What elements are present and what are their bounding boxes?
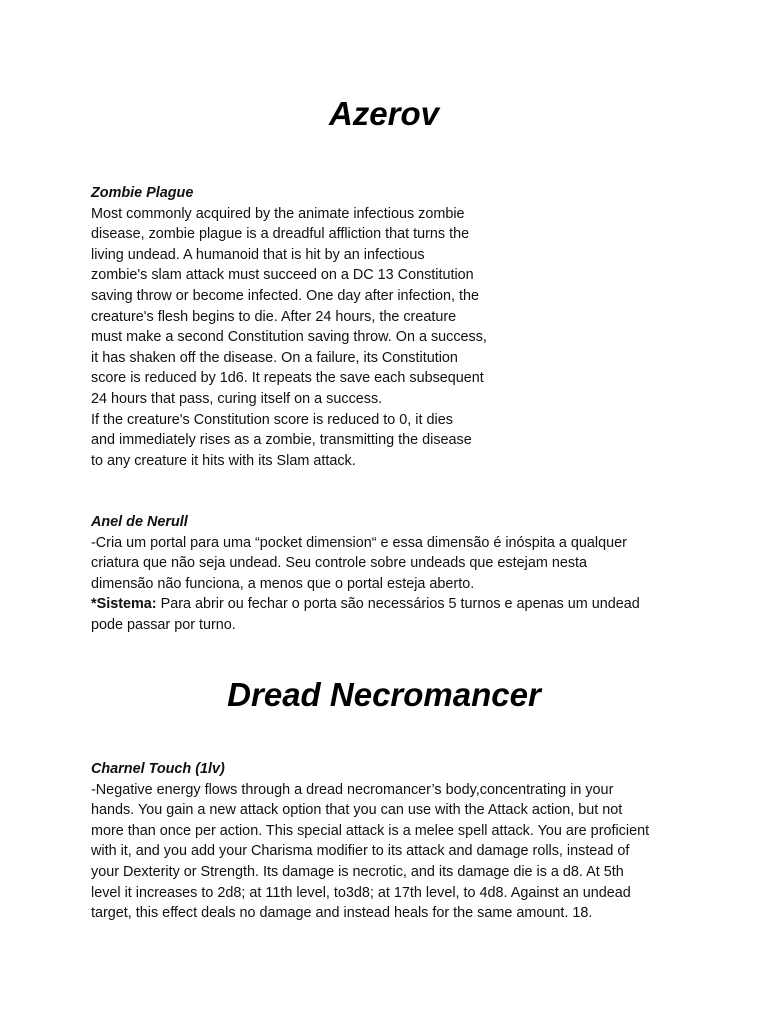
section-title-charnel-touch: Charnel Touch (1lv) <box>91 761 225 777</box>
paragraph-line: disease, zombie plague is a dreadful affliction that turns the <box>91 226 470 243</box>
paragraph-line: your Dexterity or Strength. Its damage is necrotic, and its damage die is a d8. At 5th <box>91 863 624 880</box>
paragraph-line: Most commonly acquired by the animate infectious zombie <box>91 205 465 222</box>
heading-dread-necromancer: Dread Necromancer <box>227 676 541 713</box>
paragraph-line: to any creature it hits with its Slam attack. <box>91 452 356 469</box>
paragraph-line: zombie's slam attack must succeed on a DC 13 Constitution <box>91 267 474 284</box>
section-anel-de-nerull <box>91 512 640 636</box>
paragraph-line: If the creature's Constitution score is reduced to 0, it dies <box>91 411 453 428</box>
paragraph-line: saving throw or become infected. One day after infection, the <box>91 287 479 304</box>
section-charnel-touch <box>91 759 649 924</box>
paragraph-line: target, this effect deals no damage and instead heals for the same amount. 18. <box>91 905 593 922</box>
paragraph-line: dimensão não funciona, a menos que o portal esteja aberto. <box>91 575 475 592</box>
paragraph-line: it has shaken off the disease. On a failure, its Constitution <box>91 349 458 366</box>
paragraph-line: level it increases to 2d8; at 11th level, to3d8; at 17th level, to 4d8. Against an undead <box>91 884 631 901</box>
paragraph-line: -Negative energy flows through a dread necromancer’s body,concentrating in your <box>91 781 614 798</box>
paragraph-line: more than once per action. This special attack is a melee spell attack. You are proficient <box>91 822 650 839</box>
paragraph-line: must make a second Constitution saving throw. On a success, <box>91 329 487 346</box>
heading-azerov: Azerov <box>328 95 440 132</box>
section-title-anel-de-nerull: Anel de Nerull <box>91 514 188 530</box>
paragraph-line: -Cria um portal para uma “pocket dimension“ e essa dimensão é inóspita a qualquer <box>91 534 627 551</box>
section-zombie-plague <box>91 183 487 471</box>
paragraph-line: creature's flesh begins to die. After 24 hours, the creature <box>91 308 457 325</box>
sistema-line <box>91 594 640 615</box>
sistema-label: *Sistema: <box>91 596 157 613</box>
sistema-text: Para abrir ou fechar o porta são necessários 5 turnos e apenas um undead <box>156 596 640 613</box>
paragraph-line: with it, and you add your Charisma modifier to its attack and damage rolls, instead of <box>91 843 630 860</box>
paragraph-line: living undead. A humanoid that is hit by an infectious <box>91 246 425 263</box>
paragraph-line: criatura que não seja undead. Seu controle sobre undeads que estejam nesta <box>91 555 588 572</box>
paragraph-line: 24 hours that pass, curing itself on a success. <box>91 390 383 407</box>
section-title-zombie-plague: Zombie Plague <box>91 185 194 201</box>
paragraph-line: pode passar por turno. <box>91 616 236 633</box>
paragraph-line: and immediately rises as a zombie, transmitting the disease <box>91 432 472 449</box>
paragraph-line: hands. You gain a new attack option that you can use with the Attack action, but not <box>91 802 623 819</box>
paragraph-line: score is reduced by 1d6. It repeats the save each subsequent <box>91 370 484 387</box>
